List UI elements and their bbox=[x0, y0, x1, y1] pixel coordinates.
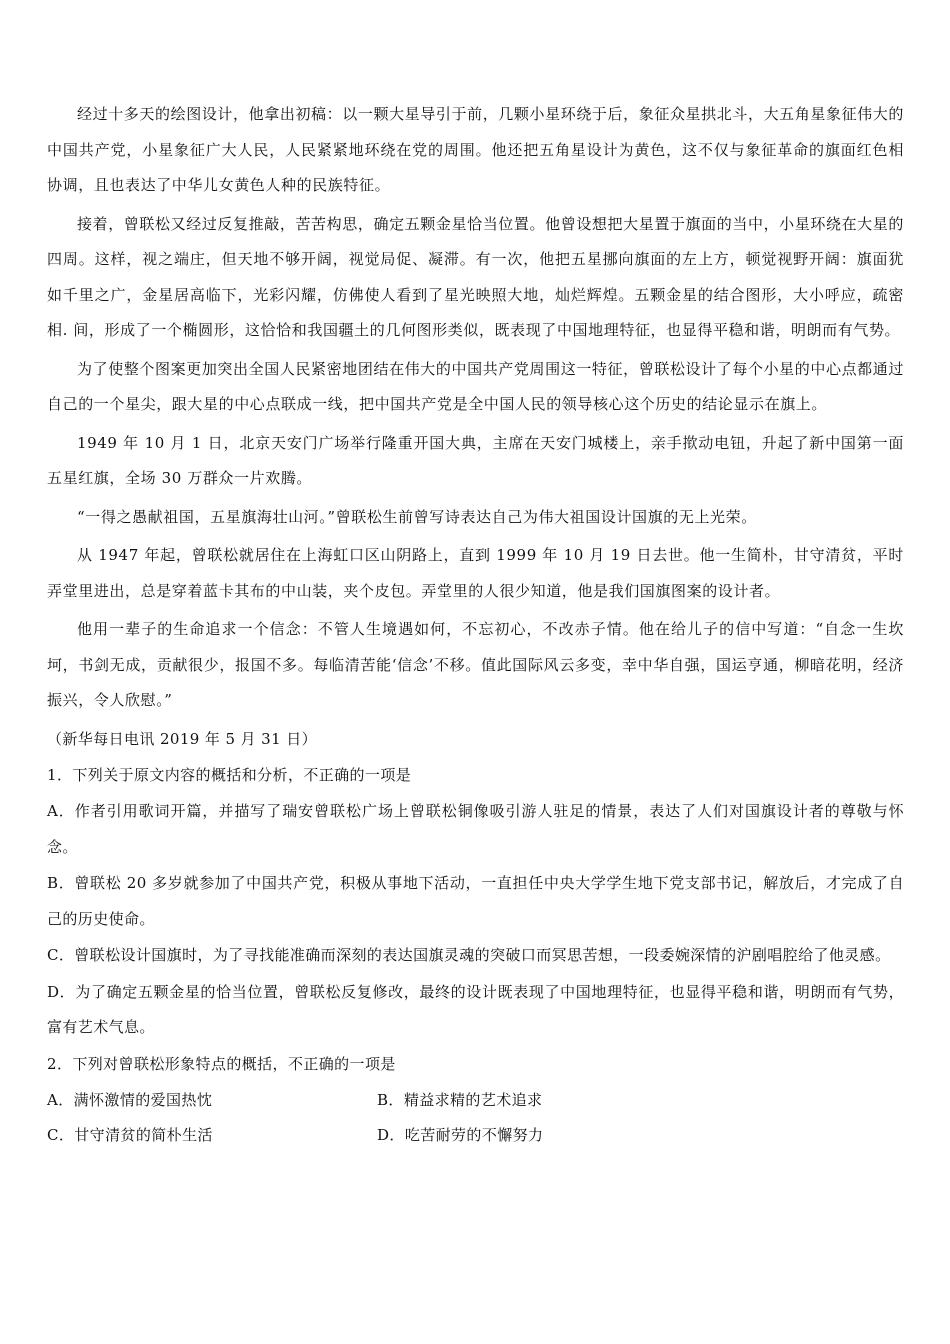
article-paragraph-3: 为了使整个图案更加突出全国人民紧密地团结在伟大的中国共产党周围这一特征，曾联松设计了每个小星的中心点都通过自己的一个星尖，跟大星的中心点联成一线，把中国共产党是全中国人民的领导核心这个历史的结论显示在旗上。 bbox=[47, 359, 904, 413]
question-2-option-c: C．甘守清贫的简朴生活 bbox=[47, 1126, 213, 1144]
question-1-option-c: C．曾联松设计国旗时，为了寻找能准确而深刻的表达国旗灵魂的突破口而冥思苦想，一段委婉深情的沪剧唱腔给了他灵感。 bbox=[47, 946, 891, 964]
article-paragraph-6: 从 1947 年起，曾联松就居住在上海虹口区山阴路上，直到 1999 年 10 月 19 日去世。他一生简朴，甘守清贫，平时弄堂里进出，总是穿着蓝卡其布的中山装，夹个皮包。弄堂里的人很少知道，他是我们国旗图案的设计者。 bbox=[47, 546, 904, 600]
question-2-option-a: A．满怀激情的爱国热忱 bbox=[47, 1091, 213, 1109]
question-2-options-row-2 bbox=[47, 1118, 904, 1153]
question-2-options-row-1 bbox=[47, 1083, 904, 1118]
article-paragraph-4: 1949 年 10 月 1 日，北京天安门广场举行隆重开国大典，主席在天安门城楼上，亲手揿动电钮，升起了新中国第一面五星红旗，全场 30 万群众一片欢腾。 bbox=[47, 433, 904, 487]
article-source: （新华每日电讯 2019 年 5 月 31 日） bbox=[47, 729, 318, 748]
article-paragraph-5: “一得之愚献祖国，五星旗海壮山河。”曾联松生前曾写诗表达自己为伟大祖国设计国旗的无上光荣。 bbox=[77, 507, 757, 526]
question-2-option-b: B．精益求精的艺术追求 bbox=[377, 1091, 543, 1109]
article-paragraph-2: 接着，曾联松又经过反复推敲，苦苦构思，确定五颗金星恰当位置。他曾设想把大星置于旗面的当中，小星环绕在大星的四周。这样，视之端庄，但天地不够开阔，视觉局促、凝滞。有一次，他把五星挪向旗面的左上方，顿觉视野开阔：旗面犹如千里之广，金星居高临下，光彩闪耀，仿佛使人看到了星光映照大地，灿烂辉煌。五颗金星的结合图形，大小呼应，疏密相. 间，形成了一个椭圆形，这恰恰和我国疆土的几何图形类似，既表现了中国地理特征，也显得平稳和谐，明朗而有气势。 bbox=[47, 214, 904, 339]
question-2 bbox=[47, 1047, 904, 1154]
question-2-stem: 2．下列对曾联松形象特点的概括，不正确的一项是 bbox=[47, 1054, 396, 1073]
article-paragraph-1: 经过十多天的绘图设计，他拿出初稿：以一颗大星导引于前，几颗小星环绕于后，象征众星拱北斗，大五角星象征伟大的中国共产党，小星象征广大人民，人民紧紧地环绕在党的周围。他还把五角星设计为黄色，这不仅与象征革命的旗面红色相协调，且也表达了中华儿女黄色人种的民族特征。 bbox=[47, 105, 904, 194]
question-1-stem: 1．下列关于原文内容的概括和分析，不正确的一项是 bbox=[47, 765, 412, 784]
document-page bbox=[47, 97, 904, 1153]
question-2-option-d: D．吃苦耐劳的不懈努力 bbox=[377, 1126, 544, 1144]
article-paragraph-7: 他用一辈子的生命追求一个信念：不管人生境遇如何，不忘初心，不改赤子情。他在给儿子的信中写道：“自念一生坎坷，书剑无成，贡献很少，报国不多。每临清苦能‘信念’不移。值此国际风云多变，幸中华自强，国运亨通，柳暗花明，经济振兴，令人欣慰。” bbox=[47, 620, 904, 709]
question-1-option-b: B．曾联松 20 多岁就参加了中国共产党，积极从事地下活动，一直担任中央大学学生地下党支部书记，解放后，才完成了自己的历史使命。 bbox=[47, 874, 904, 928]
question-1-option-a: A．作者引用歌词开篇，并描写了瑞安曾联松广场上曾联松铜像吸引游人驻足的情景，表达了人们对国旗设计者的尊敬与怀念。 bbox=[47, 802, 904, 856]
question-1 bbox=[47, 758, 904, 1046]
question-1-option-d: D．为了确定五颗金星的恰当位置，曾联松反复修改，最终的设计既表现了中国地理特征，也显得平稳和谐，明朗而有气势，富有艺术气息。 bbox=[47, 982, 904, 1036]
